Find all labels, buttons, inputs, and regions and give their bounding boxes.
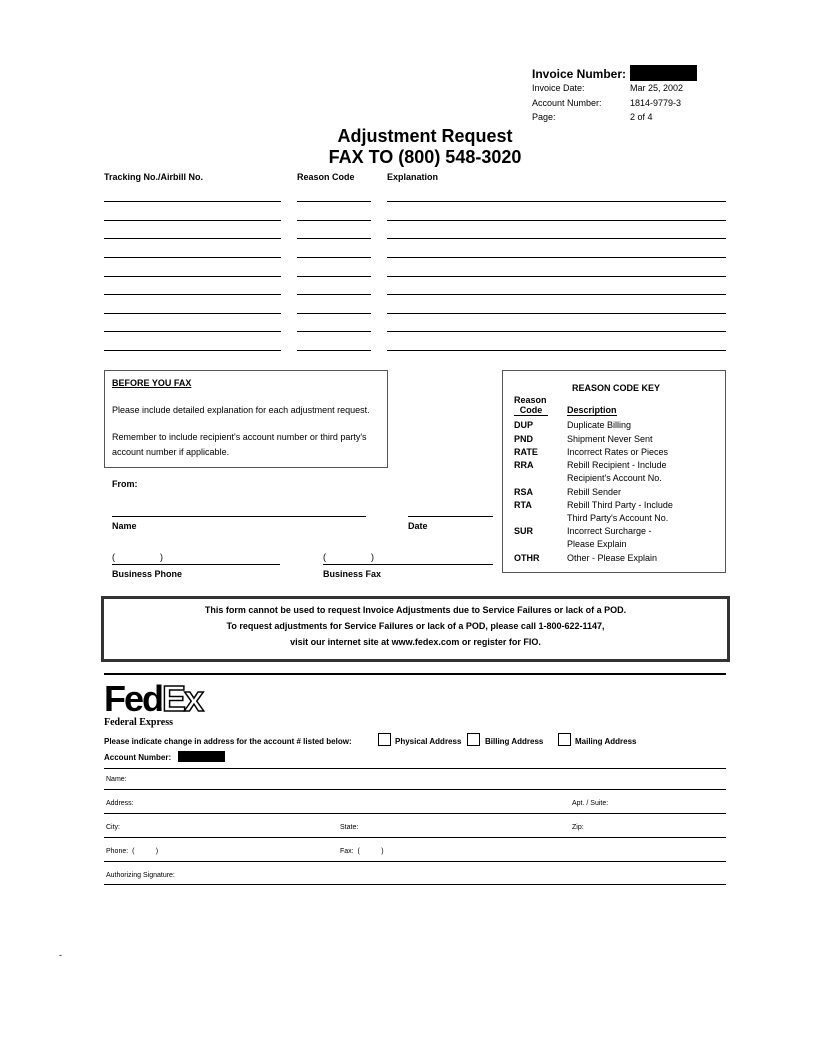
- city-field-label: City:: [106, 824, 120, 831]
- page-title: Adjustment Request: [337, 126, 513, 146]
- physical-address-label: Physical Address: [395, 737, 462, 746]
- zip-field-label: Zip:: [572, 824, 584, 831]
- section-divider: [104, 673, 726, 675]
- invoice-date-value: Mar 25, 2002: [630, 83, 684, 93]
- before-you-fax-text-2a: Remember to include recipient's account number or third party's: [112, 432, 367, 442]
- reason-line[interactable]: [297, 220, 371, 221]
- business-fax-label: Business Fax: [323, 569, 382, 579]
- state-field-label: State:: [340, 824, 359, 831]
- tracking-column-header: Tracking No./Airbill No.: [104, 172, 204, 182]
- billing-address-checkbox[interactable]: [467, 733, 480, 746]
- notice-line-3: visit our internet site at www.fedex.com or register for FIO.: [290, 637, 541, 647]
- reason-description: Rebill Third Party - Include: [567, 500, 673, 510]
- account-number-value: 1814-9779-3: [630, 98, 682, 108]
- explanation-line[interactable]: [387, 238, 726, 239]
- physical-address-checkbox[interactable]: [378, 733, 391, 746]
- business-phone-label: Business Phone: [112, 569, 183, 579]
- name-field-label: Name:: [106, 776, 127, 783]
- reason-description: Shipment Never Sent: [567, 434, 653, 444]
- tracking-line[interactable]: [104, 331, 281, 332]
- phone-field-line[interactable]: [104, 861, 726, 862]
- reason-line[interactable]: [297, 350, 371, 351]
- explanation-line[interactable]: [387, 313, 726, 314]
- fedex-logo-subtitle: Federal Express: [104, 717, 173, 728]
- reason-line[interactable]: [297, 331, 371, 332]
- reason-code-pnd: PND: [514, 434, 534, 444]
- reason-line[interactable]: [297, 294, 371, 295]
- reason-code-dup: DUP: [514, 420, 534, 430]
- fax-field-label: Fax: ( ): [340, 848, 384, 855]
- name-field-line[interactable]: [104, 789, 726, 790]
- reason-code-rate: RATE: [514, 447, 538, 457]
- invoice-date-label: Invoice Date:: [532, 83, 585, 93]
- name-field-line[interactable]: [112, 516, 366, 517]
- reason-description-continued: Third Party's Account No.: [567, 513, 669, 523]
- billing-address-label: Billing Address: [485, 737, 544, 746]
- explanation-line[interactable]: [387, 220, 726, 221]
- reason-code-othr: OTHR: [514, 553, 540, 563]
- explanation-line[interactable]: [387, 257, 726, 258]
- phone-paren-open: (: [112, 552, 115, 562]
- reason-code-rra: RRA: [514, 460, 534, 470]
- account-number-label: Account Number:: [532, 98, 602, 108]
- date-label: Date: [408, 521, 428, 531]
- before-you-fax-heading: BEFORE YOU FAX: [112, 378, 192, 388]
- apt-suite-field-label: Apt. / Suite:: [572, 800, 609, 807]
- explanation-line[interactable]: [387, 201, 726, 202]
- reason-description: Incorrect Rates or Pieces: [567, 447, 669, 457]
- reason-code-header-2: Code: [514, 405, 548, 416]
- mailing-address-label: Mailing Address: [575, 737, 637, 746]
- from-label: From:: [112, 479, 138, 489]
- tracking-line[interactable]: [104, 220, 281, 221]
- reason-column-header: Reason Code: [297, 172, 355, 182]
- reason-description-continued: Recipient's Account No.: [567, 473, 662, 483]
- reason-description: Incorrect Surcharge -: [567, 526, 652, 536]
- notice-line-1: This form cannot be used to request Invoice Adjustments due to Service Failures or lack of a POD.: [204, 605, 627, 615]
- business-fax-line[interactable]: [323, 564, 493, 565]
- reason-description-continued: Please Explain: [567, 539, 627, 549]
- reason-line[interactable]: [297, 238, 371, 239]
- fax-number-title: FAX TO (800) 548-3020: [328, 147, 522, 167]
- footer-mark: -: [59, 950, 62, 960]
- account-number-field-label: Account Number:: [104, 753, 172, 762]
- invoice-number-redacted: [630, 65, 697, 81]
- reason-description: Rebill Sender: [567, 487, 622, 497]
- notice-line-2: To request adjustments for Service Failures or lack of a POD, please call 1-800-622-1147,: [226, 621, 605, 631]
- fedex-logo: [104, 678, 203, 728]
- address-field-label: Address:: [106, 800, 134, 807]
- reason-line[interactable]: [297, 313, 371, 314]
- phone-field-label: Phone: ( ): [106, 848, 159, 855]
- fax-paren-close: ): [371, 552, 374, 562]
- signature-field-label: Authorizing Signature:: [106, 872, 175, 879]
- description-header: Description: [567, 405, 617, 415]
- reason-code-key-heading: REASON CODE KEY: [572, 383, 661, 393]
- reason-code-rsa: RSA: [514, 487, 534, 497]
- tracking-line[interactable]: [104, 201, 281, 202]
- explanation-line[interactable]: [387, 350, 726, 351]
- explanation-line[interactable]: [387, 276, 726, 277]
- tracking-line[interactable]: [104, 276, 281, 277]
- reason-description: Duplicate Billing: [567, 420, 632, 430]
- tracking-line[interactable]: [104, 238, 281, 239]
- reason-line[interactable]: [297, 257, 371, 258]
- address-change-prompt: Please indicate change in address for the account # listed below:: [104, 737, 352, 746]
- signature-field-line[interactable]: [104, 884, 726, 885]
- name-label: Name: [112, 521, 137, 531]
- invoice-number-label: Invoice Number:: [532, 67, 627, 81]
- fedex-logo-fed: Fed: [104, 678, 163, 719]
- reason-line[interactable]: [297, 201, 371, 202]
- reason-description: Other - Please Explain: [567, 553, 658, 563]
- page-value: 2 of 4: [630, 112, 653, 122]
- before-you-fax-text-1: Please include detailed explanation for each adjustment request.: [112, 405, 370, 415]
- reason-code-header-1: Reason: [514, 395, 547, 405]
- explanation-column-header: Explanation: [387, 172, 439, 182]
- page-label: Page:: [532, 112, 556, 122]
- tracking-line[interactable]: [104, 294, 281, 295]
- tracking-line[interactable]: [104, 313, 281, 314]
- tracking-line[interactable]: [104, 350, 281, 351]
- fax-paren-open: (: [323, 552, 326, 562]
- date-field-line[interactable]: [408, 516, 493, 517]
- mailing-address-checkbox[interactable]: [558, 733, 571, 746]
- before-you-fax-text-2b: account number if applicable.: [112, 447, 230, 457]
- tracking-line[interactable]: [104, 257, 281, 258]
- address-field-line[interactable]: [104, 813, 726, 814]
- reason-description: Rebill Recipient - Include: [567, 460, 667, 470]
- explanation-line[interactable]: [387, 294, 726, 295]
- phone-paren-close: ): [160, 552, 163, 562]
- account-number-redacted: [178, 751, 225, 762]
- explanation-line[interactable]: [387, 331, 726, 332]
- business-phone-line[interactable]: [112, 564, 280, 565]
- address-top-line: [104, 768, 726, 769]
- reason-code-sur: SUR: [514, 526, 534, 536]
- city-field-line[interactable]: [104, 837, 726, 838]
- reason-code-rta: RTA: [514, 500, 532, 510]
- fedex-logo-ex: Ex: [162, 678, 203, 719]
- reason-line[interactable]: [297, 276, 371, 277]
